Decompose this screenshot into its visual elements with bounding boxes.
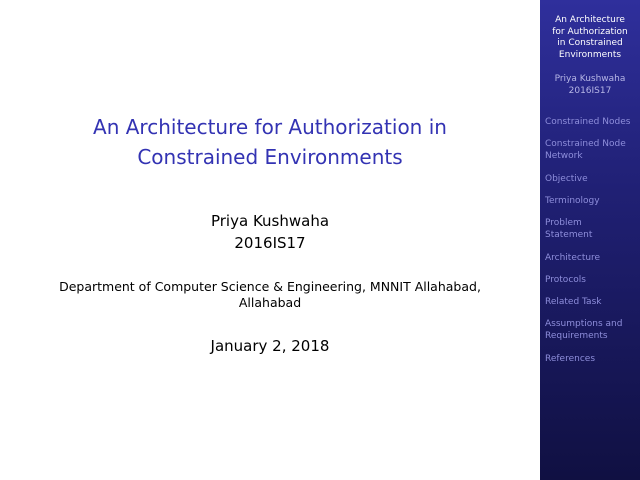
sidebar [540,0,640,480]
nav-item-objective[interactable]: Objective [545,174,588,184]
nav-item-constrained-node-network[interactable]: Constrained Node Network [545,139,626,161]
nav-item-related-task[interactable]: Related Task [545,297,602,307]
sidebar-author-name: Priya Kushwaha [554,74,626,84]
presentation-date: January 2, 2018 [210,337,330,355]
nav-item-terminology[interactable]: Terminology [545,196,600,206]
institute-line: Department of Computer Science & Engineering, MNNIT Allahabad, [59,279,481,294]
sidebar-title-line: An Architecture [555,15,625,25]
sidebar-author [540,74,640,97]
author-name: Priya Kushwaha [210,212,330,230]
slide-title [20,112,520,172]
sidebar-title[interactable] [540,15,640,61]
nav-item-protocols[interactable]: Protocols [545,275,586,285]
sidebar-author-roll: 2016IS17 [568,85,612,96]
nav-item-assumptions-and-requirements[interactable]: Assumptions and Requirements [545,319,623,341]
roll-number: 2016IS17 [234,234,306,252]
sidebar-title-line: Environments [558,49,622,60]
institute-block [20,279,520,311]
slide-title-line: An Architecture for Authorization in [93,115,447,139]
sidebar-title-line: for Authorization [552,26,628,37]
slide-title-line: Constrained Environments [137,145,403,169]
sidebar-title-line: in Constrained [557,38,623,48]
nav-item-problem-statement[interactable]: Problem Statement [545,218,593,240]
nav-item-architecture[interactable]: Architecture [545,253,601,263]
nav-item-references[interactable]: References [545,354,596,364]
institute-line: Allahabad [238,295,302,310]
nav-item-constrained-nodes[interactable]: Constrained Nodes [545,117,631,127]
author-block [20,210,520,254]
